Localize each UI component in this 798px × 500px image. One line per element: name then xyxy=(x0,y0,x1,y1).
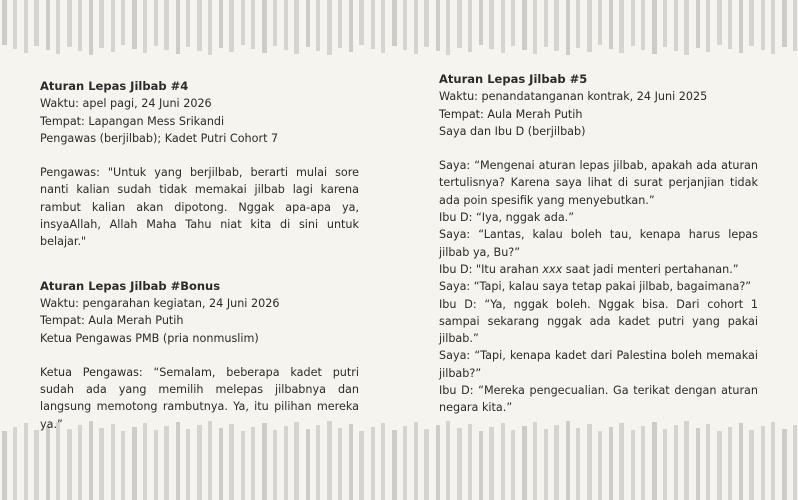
section-title: Aturan Lepas Jilbab #5 xyxy=(439,72,588,86)
dialogue-line: Saya: “Tapi, kalau saya tetap pakai jilbab, bagaimana?” xyxy=(439,280,752,294)
meta-place: Tempat: Lapangan Mess Srikandi xyxy=(40,114,225,128)
section-title: Aturan Lepas Jilbab #Bonus xyxy=(40,278,221,293)
section-title: Aturan Lepas Jilbab #4 xyxy=(40,79,189,93)
meta-people: Saya dan Ibu D (berjilbab) xyxy=(439,124,586,138)
left-column xyxy=(40,78,359,433)
dialogue-line: Saya: “Lantas, kalau boleh tau, kenapa harus lepas jilbab ya, Bu?” xyxy=(439,228,758,259)
meta-place: Tempat: Aula Merah Putih xyxy=(40,314,184,328)
meta-place: Tempat: Aula Merah Putih xyxy=(439,107,583,121)
dialogue-line: Ibu D: “Ya, nggak boleh. Nggak bisa. Dari cohort 1 sampai sekarang nggak ada kadet putri yang pakai jilbab.” xyxy=(439,297,758,346)
section-rule-bonus xyxy=(40,278,359,433)
dialogue-line: Saya: “Tapi, kenapa kadet dari Palestina boleh memakai jilbab?” xyxy=(439,349,758,380)
meta-time: Waktu: penandatanganan kontrak, 24 Juni 2025 xyxy=(439,90,708,104)
dialogue xyxy=(439,157,758,416)
right-page xyxy=(399,0,798,500)
right-column xyxy=(439,71,758,417)
meta-time: Waktu: pengarahan kegiatan, 24 Juni 2026 xyxy=(40,296,280,310)
meta-time: Waktu: apel pagi, 24 Juni 2026 xyxy=(40,97,212,111)
dialogue-line: Ibu D: "Itu arahan xxx saat jadi menteri pertahanan.” xyxy=(439,262,739,276)
quote-paragraph: Pengawas: "Untuk yang berjilbab, berarti mulai sore nanti kalian sudah tidak memakai jilbab lagi karena rambut kalian akan dipotong. Nggak apa-apa ya, insyaAllah, Allah Maha Tahu niat kita di sini untuk belajar." xyxy=(40,166,359,249)
quote-paragraph: Ketua Pengawas: “Semalam, beberapa kadet putri sudah ada yang memilih melepas jilbabnya dan langsung memotong rambutnya. Ya, itu pilihan mereka ya.” xyxy=(40,365,359,431)
meta-people: Ketua Pengawas PMB (pria nonmuslim) xyxy=(40,331,259,345)
dialogue-line: Ibu D: “Iya, nggak ada.” xyxy=(439,211,575,225)
dialogue-line: Saya: “Mengenai aturan lepas jilbab, apakah ada aturan tertulisnya? Karena saya lihat di surat perjanjian tidak ada poin spesifik yang menyebutkan.” xyxy=(439,159,758,207)
meta-people: Pengawas (berjilbab); Kadet Putri Cohort 7 xyxy=(40,131,279,145)
section-rule-4 xyxy=(40,78,359,251)
dialogue-line: Ibu D: “Mereka pengecualian. Ga terikat dengan aturan negara kita.” xyxy=(439,384,758,415)
